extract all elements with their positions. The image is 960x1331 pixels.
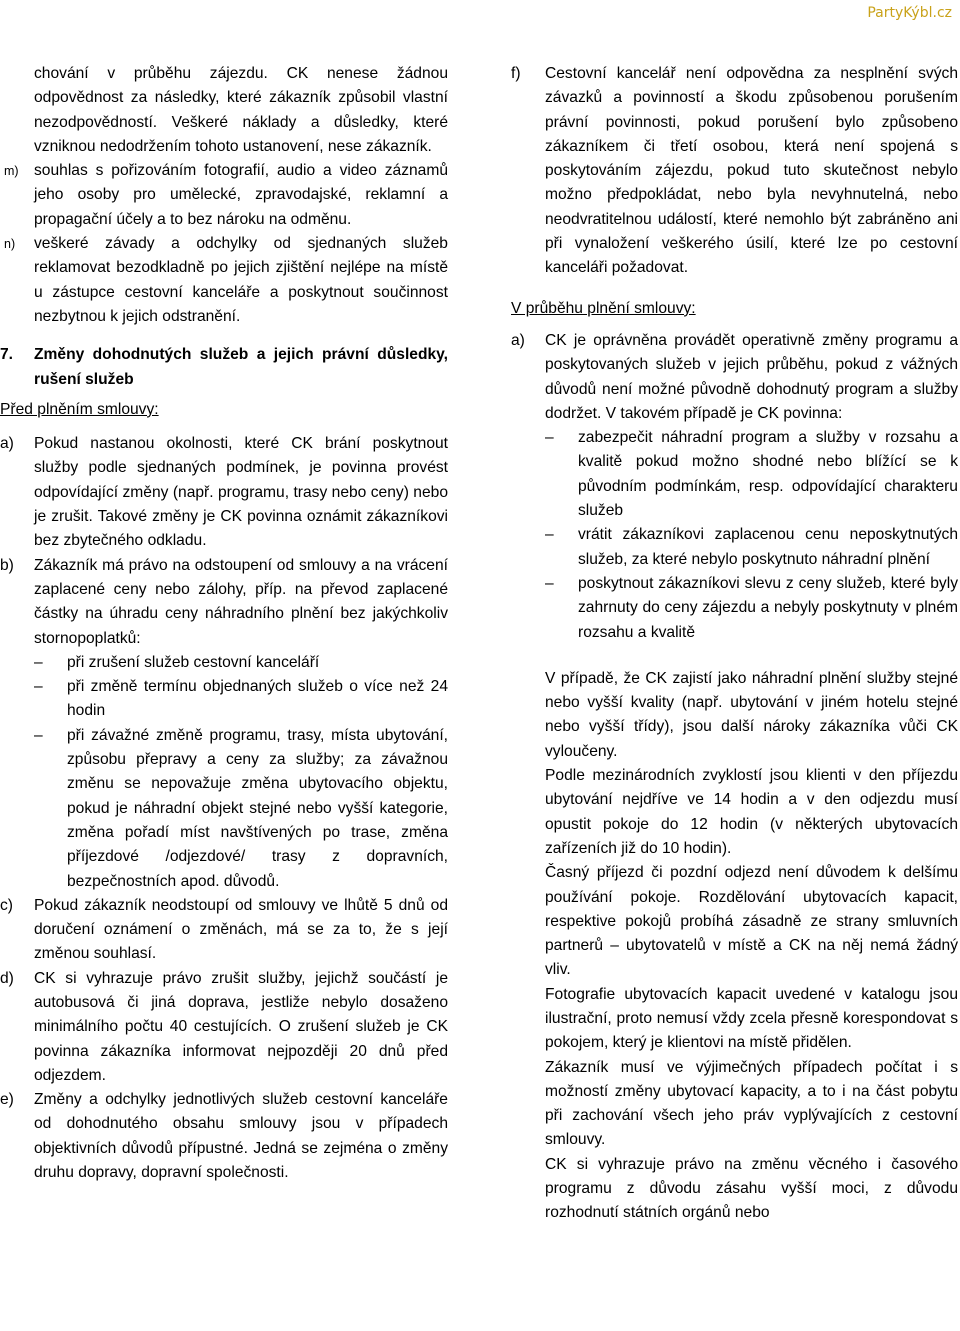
right-column xyxy=(511,62,958,1226)
clause-a-during xyxy=(511,329,958,645)
clause-a xyxy=(0,432,448,553)
bullet-text: při změně termínu objednaných služeb o více než 24 hodin xyxy=(67,678,448,720)
clause-label: a) xyxy=(0,435,14,453)
item-label: m) xyxy=(4,164,19,179)
clause-label: f) xyxy=(511,65,521,82)
subheading-text: V průběhu plnění smlouvy: xyxy=(511,299,696,317)
clause-text: Pokud nastanou okolnosti, které CK brání poskytnout služby podle sjednaných podmínek, je povinna provést odpovídající změny (např. programu, trasy nebo ceny) nebo je zrušit. Takové změny je CK povinna oznámit zákazníkovi bez zbytečného odkladu. xyxy=(34,435,448,550)
paragraph: CK si vyhrazuje právo na změnu věcného i časového programu z důvodu zásahu vyšší moci, z důvodu rozhodnutí státních orgánů nebo xyxy=(545,1155,958,1222)
section-title: Změny dohodnutých služeb a jejich právní důsledky, rušení služeb xyxy=(34,346,448,388)
dash-marker: – xyxy=(545,526,554,544)
clause-text: Změny a odchylky jednotlivých služeb cestovní kanceláře od dohodnutého obsahu smlouvy jsou v případech objektivních důvodů přípustné. Jedná se zejména o změny druhu dopravy, dopravní společnosti. xyxy=(34,1091,448,1182)
clause-label: d) xyxy=(0,969,14,987)
list-item-n xyxy=(4,232,448,329)
clause-b xyxy=(0,554,448,894)
bullet-text: při závažné změně programu, trasy, místa ubytování, způsobu přepravy a ceny za služby; za závažnou změnu se nepovažuje změna ubytovacího objektu, pokud je náhradní objekt stejné nebo vyšší kategorie, změna pořadí míst navštívených po trase, změna příjezdové /odjezdové/ trasy z dopravních, bezpečnostních apod. důvodů. xyxy=(67,726,448,890)
clause-a-bullets xyxy=(545,426,958,645)
subheading-text: Před plněním smlouvy: xyxy=(0,400,159,418)
dash-marker: – xyxy=(545,429,554,447)
during-paragraphs xyxy=(511,667,958,1226)
dash-marker: – xyxy=(34,678,43,696)
bullet-text: při zrušení služeb cestovní kanceláří xyxy=(67,653,320,671)
dash-marker: – xyxy=(545,574,554,592)
clause-label: b) xyxy=(0,556,14,574)
subheading-during xyxy=(511,297,958,321)
clause-label: a) xyxy=(511,331,525,349)
clause-d xyxy=(0,967,448,1088)
dash-marker: – xyxy=(34,653,43,671)
bullet-item xyxy=(545,426,958,523)
bullet-text: zabezpečit náhradní program a služby v rozsahu a kvalitě pokud možno shodné nebo blížící se k původním podmínkám, resp. odpovídající charakteru služeb xyxy=(578,429,958,520)
clause-text: CK je oprávněna provádět operativně změny programu a poskytovaných služeb v jejich průběhu, pokud z vážných důvodů není možné původně dohodnutý program a služby dodržet. V takovém případě je CK povinna: xyxy=(545,331,958,422)
clause-c xyxy=(0,894,448,967)
clause-label: e) xyxy=(0,1091,14,1109)
clause-text: Pokud zákazník neodstoupí od smlouvy ve lhůtě 5 dnů od doručení oznámení o změnách, má se za to, že s její změnou souhlasí. xyxy=(34,896,448,963)
site-brand[interactable]: PartyKýbl.cz xyxy=(867,5,952,21)
section-number: 7. xyxy=(0,346,14,364)
clause-label: c) xyxy=(0,896,13,914)
clause-text: CK si vyhrazuje právo zrušit služby, jejichž součástí je autobusová či jiná doprava, jestliže nebylo dosaženo minimálního počtu 40 cestujících. O zrušení služeb je CK povinna zákazníka informovat nejpozději 20 dnů před odjezdem. xyxy=(34,969,448,1084)
clause-b-bullets xyxy=(34,651,448,894)
paragraph: Zákazník musí ve výjimečných případech počítat i s možností změny ubytovací kapacity, a to i na část pobytu při zachování všech jeho práv vyplývajících z cestovní smlouvy. xyxy=(545,1058,958,1149)
continuation-paragraph: chování v průběhu zájezdu. CK nenese žádnou odpovědnost za následky, které zákazník způsobil vlastní nezodpovědností. Veškeré náklady a důsledky, které vzniknou nedodržením tohoto ustanovení, nese zákazník. xyxy=(34,65,448,155)
item-text: veškeré závady a odchylky od sjednaných služeb reklamovat bezodkladně po jejich zjištění nejlépe na místě u zástupce cestovní kanceláře a poskytnout součinnost nezbytnou k jejich odstranění. xyxy=(34,235,448,325)
bullet-text: vrátit zákazníkovi zaplacenou cenu neposkytnutých služeb, za které nebylo poskytnuto náhradní plnění xyxy=(578,526,958,568)
clause-e xyxy=(0,1088,448,1185)
item-text: souhlas s pořizováním fotografií, audio a video záznamů jeho osoby pro umělecké, zpravodajské, reklamní a propagační účely a to bez nároku na odměnu. xyxy=(34,162,448,228)
paragraph: Fotografie ubytovacích kapacit uvedené v katalogu jsou ilustrační, proto nemusí vždy zcela přesně korespondovat s pokojem, který je klientovi na místě přidělen. xyxy=(545,985,958,1052)
bullet-item xyxy=(545,572,958,645)
paragraph: V případě, že CK zajistí jako náhradní plnění služby stejné nebo vyšší kvality (např. ubytování v jiném hotelu stejné nebo vyšší třídy), jsou další nároky zákazníka vůči CK vyloučeny. xyxy=(545,669,958,760)
bullet-item xyxy=(34,675,448,724)
paragraph: Podle mezinárodních zvyklostí jsou klienti v den příjezdu ubytování nejdříve ve 14 hodin a v den odjezdu musí opustit pokoje do 12 hodin (v některých ubytovacích zařízeních již do 10 hodin). xyxy=(545,767,958,857)
paragraph: Časný příjezd či pozdní odjezd není důvodem k delšímu používání pokoje. Rozdělování ubytovacích kapacit, respektive pokojů probíhá zásadně ze strany smluvních partnerů – ubytovatelů v místě a CK na něj nemá žádný vliv. xyxy=(545,864,958,979)
bullet-text: poskytnout zákazníkovi slevu z ceny služeb, které byly zahrnuty do ceny zájezdu a nebyly poskytnuty v plném rozsahu a kvalitě xyxy=(578,574,958,641)
bullet-item xyxy=(34,724,448,894)
left-column xyxy=(0,62,448,1185)
list-item-m xyxy=(4,159,448,232)
section-heading xyxy=(0,343,448,392)
bullet-item xyxy=(545,523,958,572)
item-label: n) xyxy=(4,237,16,252)
subheading-before xyxy=(0,398,448,422)
clause-text: Zákazník má právo na odstoupení od smlouvy a na vrácení zaplacené ceny nebo zálohy, příp. na převod zaplacené částky na úhradu ceny náhradního plnění bez jakýchkoliv stornopoplatků: xyxy=(34,556,448,647)
bullet-item xyxy=(34,651,448,675)
dash-marker: – xyxy=(34,726,43,744)
clause-text: Cestovní kancelář není odpovědna za nesplnění svých závazků a povinností a škodu způsobenou porušením právní povinnosti, pokud porušení bylo způsobeno zákazníkem či třetí osobou, která není spojená s poskytováním zájezdu, pokud tuto skutečnost nebylo možno předpokládat, nebo byla nevyhnutelná, nebo neodvratitelnou událostí, které nemohlo být zabráněno ani při vynaložení veškerého úsilí, které lze po cestovní kanceláři požadovat. xyxy=(545,65,958,277)
clause-f xyxy=(511,62,958,281)
